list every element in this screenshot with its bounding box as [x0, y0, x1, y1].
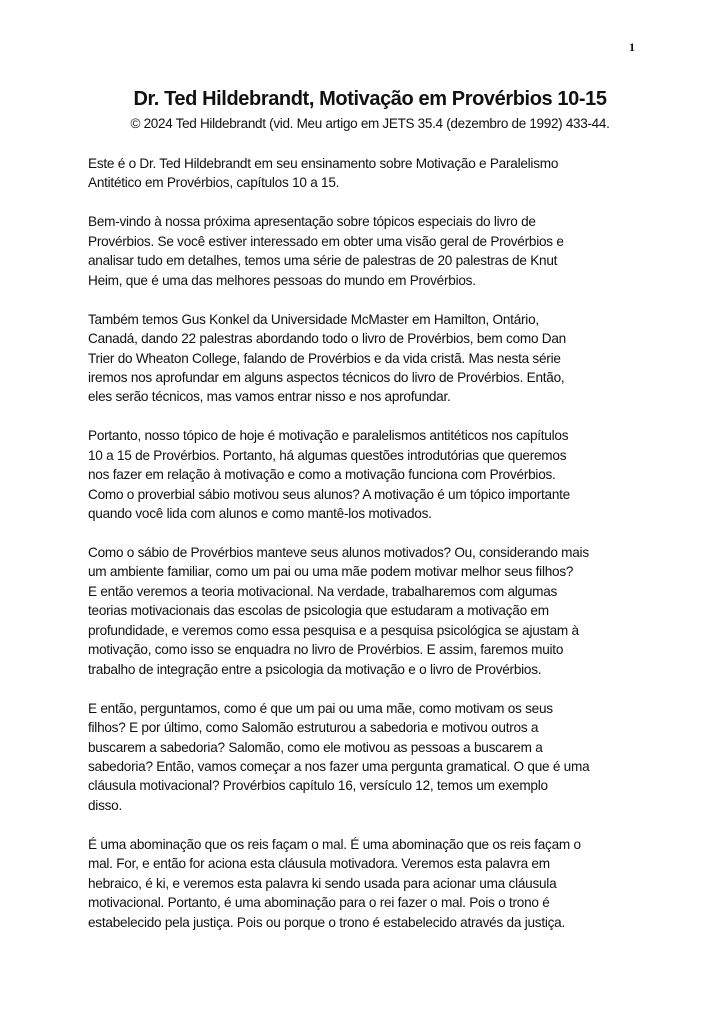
text-line: mal. For, e então for aciona esta cláusula motivadora. Veremos esta palavra em	[88, 856, 550, 872]
text-line: Provérbios. Se você estiver interessado em obter uma visão geral de Provérbios e	[88, 233, 564, 249]
paragraph	[88, 310, 589, 407]
text-line: eles serão técnicos, mas vamos entrar nisso e nos aprofundar.	[88, 389, 451, 405]
text-line: teorias motivacionais das escolas de psicologia que estudaram a motivação em	[88, 603, 549, 619]
text-line: Como o proverbial sábio motivou seus alunos? A motivação é um tópico importante	[88, 486, 570, 502]
page-number: 1	[629, 40, 635, 54]
document-title: Dr. Ted Hildebrandt, Motivação em Provérbios 10-15	[133, 88, 607, 110]
text-line: profundidade, e veremos como essa pesquisa e a pesquisa psicológica se ajustam à	[88, 622, 579, 638]
text-line: um ambiente familiar, como um pai ou uma mãe podem motivar melhor seus filhos?	[88, 564, 574, 580]
text-line: Antitético em Provérbios, capítulos 10 a 15.	[88, 175, 340, 191]
text-line: trabalho de integração entre a psicologia da motivação e o livro de Provérbios.	[88, 661, 542, 677]
text-line: buscarem a sabedoria? Salomão, como ele motivou as pessoas a buscarem a	[88, 739, 543, 755]
text-line: Canadá, dando 22 palestras abordando todo o livro de Provérbios, bem como Dan	[88, 331, 566, 347]
text-line: Também temos Gus Konkel da Universidade McMaster em Hamilton, Ontário,	[88, 311, 539, 327]
paragraph	[88, 699, 589, 816]
document-subtitle: © 2024 Ted Hildebrandt (vid. Meu artigo em JETS 35.4 (dezembro de 1992) 433-44.	[130, 116, 610, 131]
text-line: Como o sábio de Provérbios manteve seus alunos motivados? Ou, considerando mais	[88, 545, 589, 560]
text-line: disso.	[88, 797, 123, 813]
text-line: motivacional. Portanto, é uma abominação para o rei fazer o mal. Pois o trono é	[88, 895, 550, 911]
document-body	[88, 154, 589, 951]
text-line: sabedoria? Então, vamos começar a nos fazer uma pergunta gramatical. O que é uma	[88, 758, 590, 774]
text-line: E então, perguntamos, como é que um pai ou uma mãe, como motivam os seus	[88, 700, 553, 716]
text-line: E então veremos a teoria motivacional. Na verdade, trabalharemos com algumas	[88, 583, 558, 599]
paragraph	[88, 154, 589, 193]
text-line: cláusula motivacional? Provérbios capítulo 16, versículo 12, temos um exemplo	[88, 778, 548, 794]
text-line: Trier do Wheaton College, falando de Provérbios e da vida cristã. Mas nesta série	[88, 350, 561, 366]
paragraph	[88, 426, 589, 523]
text-line: filhos? E por último, como Salomão estruturou a sabedoria e motivou outros a	[88, 720, 539, 736]
text-line: Portanto, nosso tópico de hoje é motivação e paralelismos antitéticos nos capítulos	[88, 428, 569, 444]
text-line: hebraico, é ki, e veremos esta palavra ki sendo usada para acionar uma cláusula	[88, 875, 557, 891]
paragraph	[88, 835, 589, 932]
text-line: Bem-vindo à nossa próxima apresentação sobre tópicos especiais do livro de	[88, 214, 536, 230]
text-line: 10 a 15 de Provérbios. Portanto, há algumas questões introdutórias que queremos	[88, 447, 567, 463]
text-line: Heim, que é uma das melhores pessoas do mundo em Provérbios.	[88, 272, 476, 288]
paragraph	[88, 543, 589, 679]
text-line: analisar tudo em detalhes, temos uma série de palestras de 20 palestras de Knut	[88, 253, 558, 269]
text-line: É uma abominação que os reis façam o mal. É uma abominação que os reis façam o	[88, 836, 581, 852]
text-line: iremos nos aprofundar em alguns aspectos técnicos do livro de Provérbios. Então,	[88, 369, 565, 385]
text-line: quando você lida com alunos e como mantê-los motivados.	[88, 506, 432, 522]
text-line: motivação, como isso se enquadra no livro de Provérbios. E assim, faremos muito	[88, 642, 564, 658]
paragraph	[88, 212, 589, 290]
text-line: Este é o Dr. Ted Hildebrandt em seu ensinamento sobre Motivação e Paralelismo	[88, 156, 559, 171]
text-line: nos fazer em relação à motivação e como a motivação funciona com Provérbios.	[88, 467, 556, 483]
text-line: estabelecido pela justiça. Pois ou porque o trono é estabelecido através da justiça.	[88, 914, 565, 930]
